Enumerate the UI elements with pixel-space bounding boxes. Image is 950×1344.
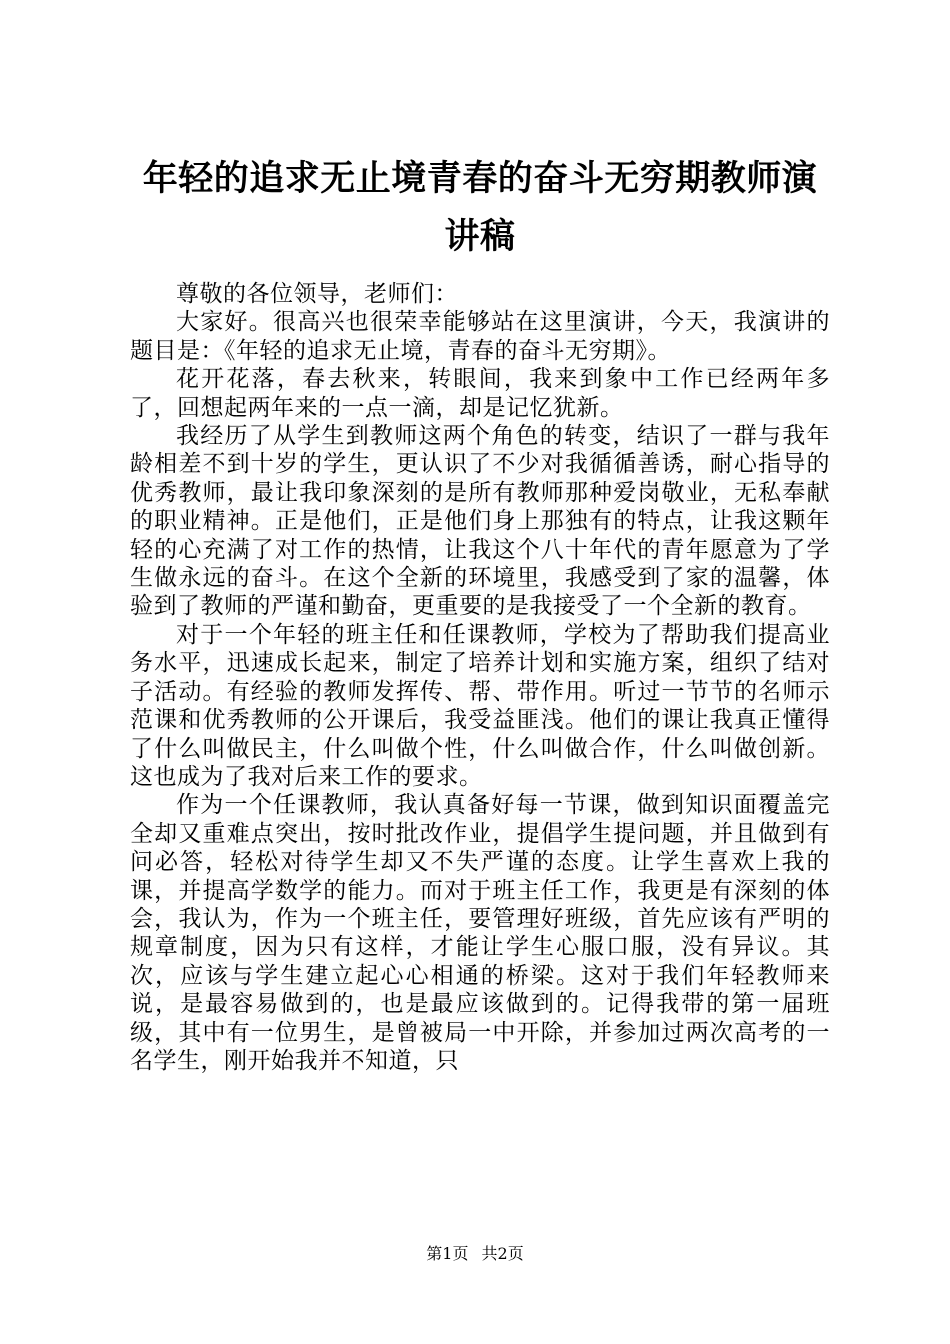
page-number-current: 第1页	[426, 1244, 469, 1263]
paragraph: 大家好。很高兴也很荣幸能够站在这里演讲，今天，我演讲的题目是：《年轻的追求无止境，青春的奋斗无穷期》。	[130, 309, 830, 364]
paragraph: 我经历了从学生到教师这两个角色的转变，结识了一群与我年龄相差不到十岁的学生，更认识了不少对我循循善诱，耐心指导的优秀教师，最让我印象深刻的是所有教师那种爱岗敬业，无私奉献的职业精神。正是他们，正是他们身上那独有的特点，让我这颗年轻的心充满了对工作的热情，让我这个八十年代的青年愿意为了学生做永远的奋斗。在这个全新的环境里，我感受到了家的温馨，体验到了教师的严谨和勤奋，更重要的是我接受了一个全新的教育。	[130, 423, 830, 620]
page-number-total: 共2页	[481, 1244, 524, 1263]
document-title: 年轻的追求无止境青春的奋斗无穷期教师演讲稿	[142, 159, 818, 257]
paragraph: 花开花落，春去秋来，转眼间，我来到象中工作已经两年多了，回想起两年来的一点一滴，却是记忆犹新。	[130, 366, 830, 421]
paragraph: 尊敬的各位领导，老师们：	[176, 281, 458, 307]
document-body	[130, 280, 830, 1075]
paragraph: 对于一个年轻的班主任和任课教师，学校为了帮助我们提高业务水平，迅速成长起来，制定了培养计划和实施方案，组织了结对子活动。有经验的教师发挥传、帮、带作用。听过一节节的名师示范课和优秀教师的公开课后，我受益匪浅。他们的课让我真正懂得了什么叫做民主，什么叫做个性，什么叫做合作，什么叫做创新。这也成为了我对后来工作的要求。	[130, 621, 830, 790]
document-page	[130, 150, 830, 1075]
page-footer	[0, 1244, 950, 1264]
paragraph: 作为一个任课教师，我认真备好每一节课，做到知识面覆盖完全却又重难点突出，按时批改作业，提倡学生提问题，并且做到有问必答，轻松对待学生却又不失严谨的态度。让学生喜欢上我的课，并提高学数学的能力。而对于班主任工作，我更是有深刻的体会，我认为，作为一个班主任，要管理好班级，首先应该有严明的规章制度，因为只有这样，才能让学生心服口服，没有异议。其次，应该与学生建立起心心相通的桥梁。这对于我们年轻教师来说，是最容易做到的，也是最应该做到的。记得我带的第一届班级，其中有一位男生，是曾被局一中开除，并参加过两次高考的一名学生，刚开始我并不知道，只	[130, 792, 830, 1074]
